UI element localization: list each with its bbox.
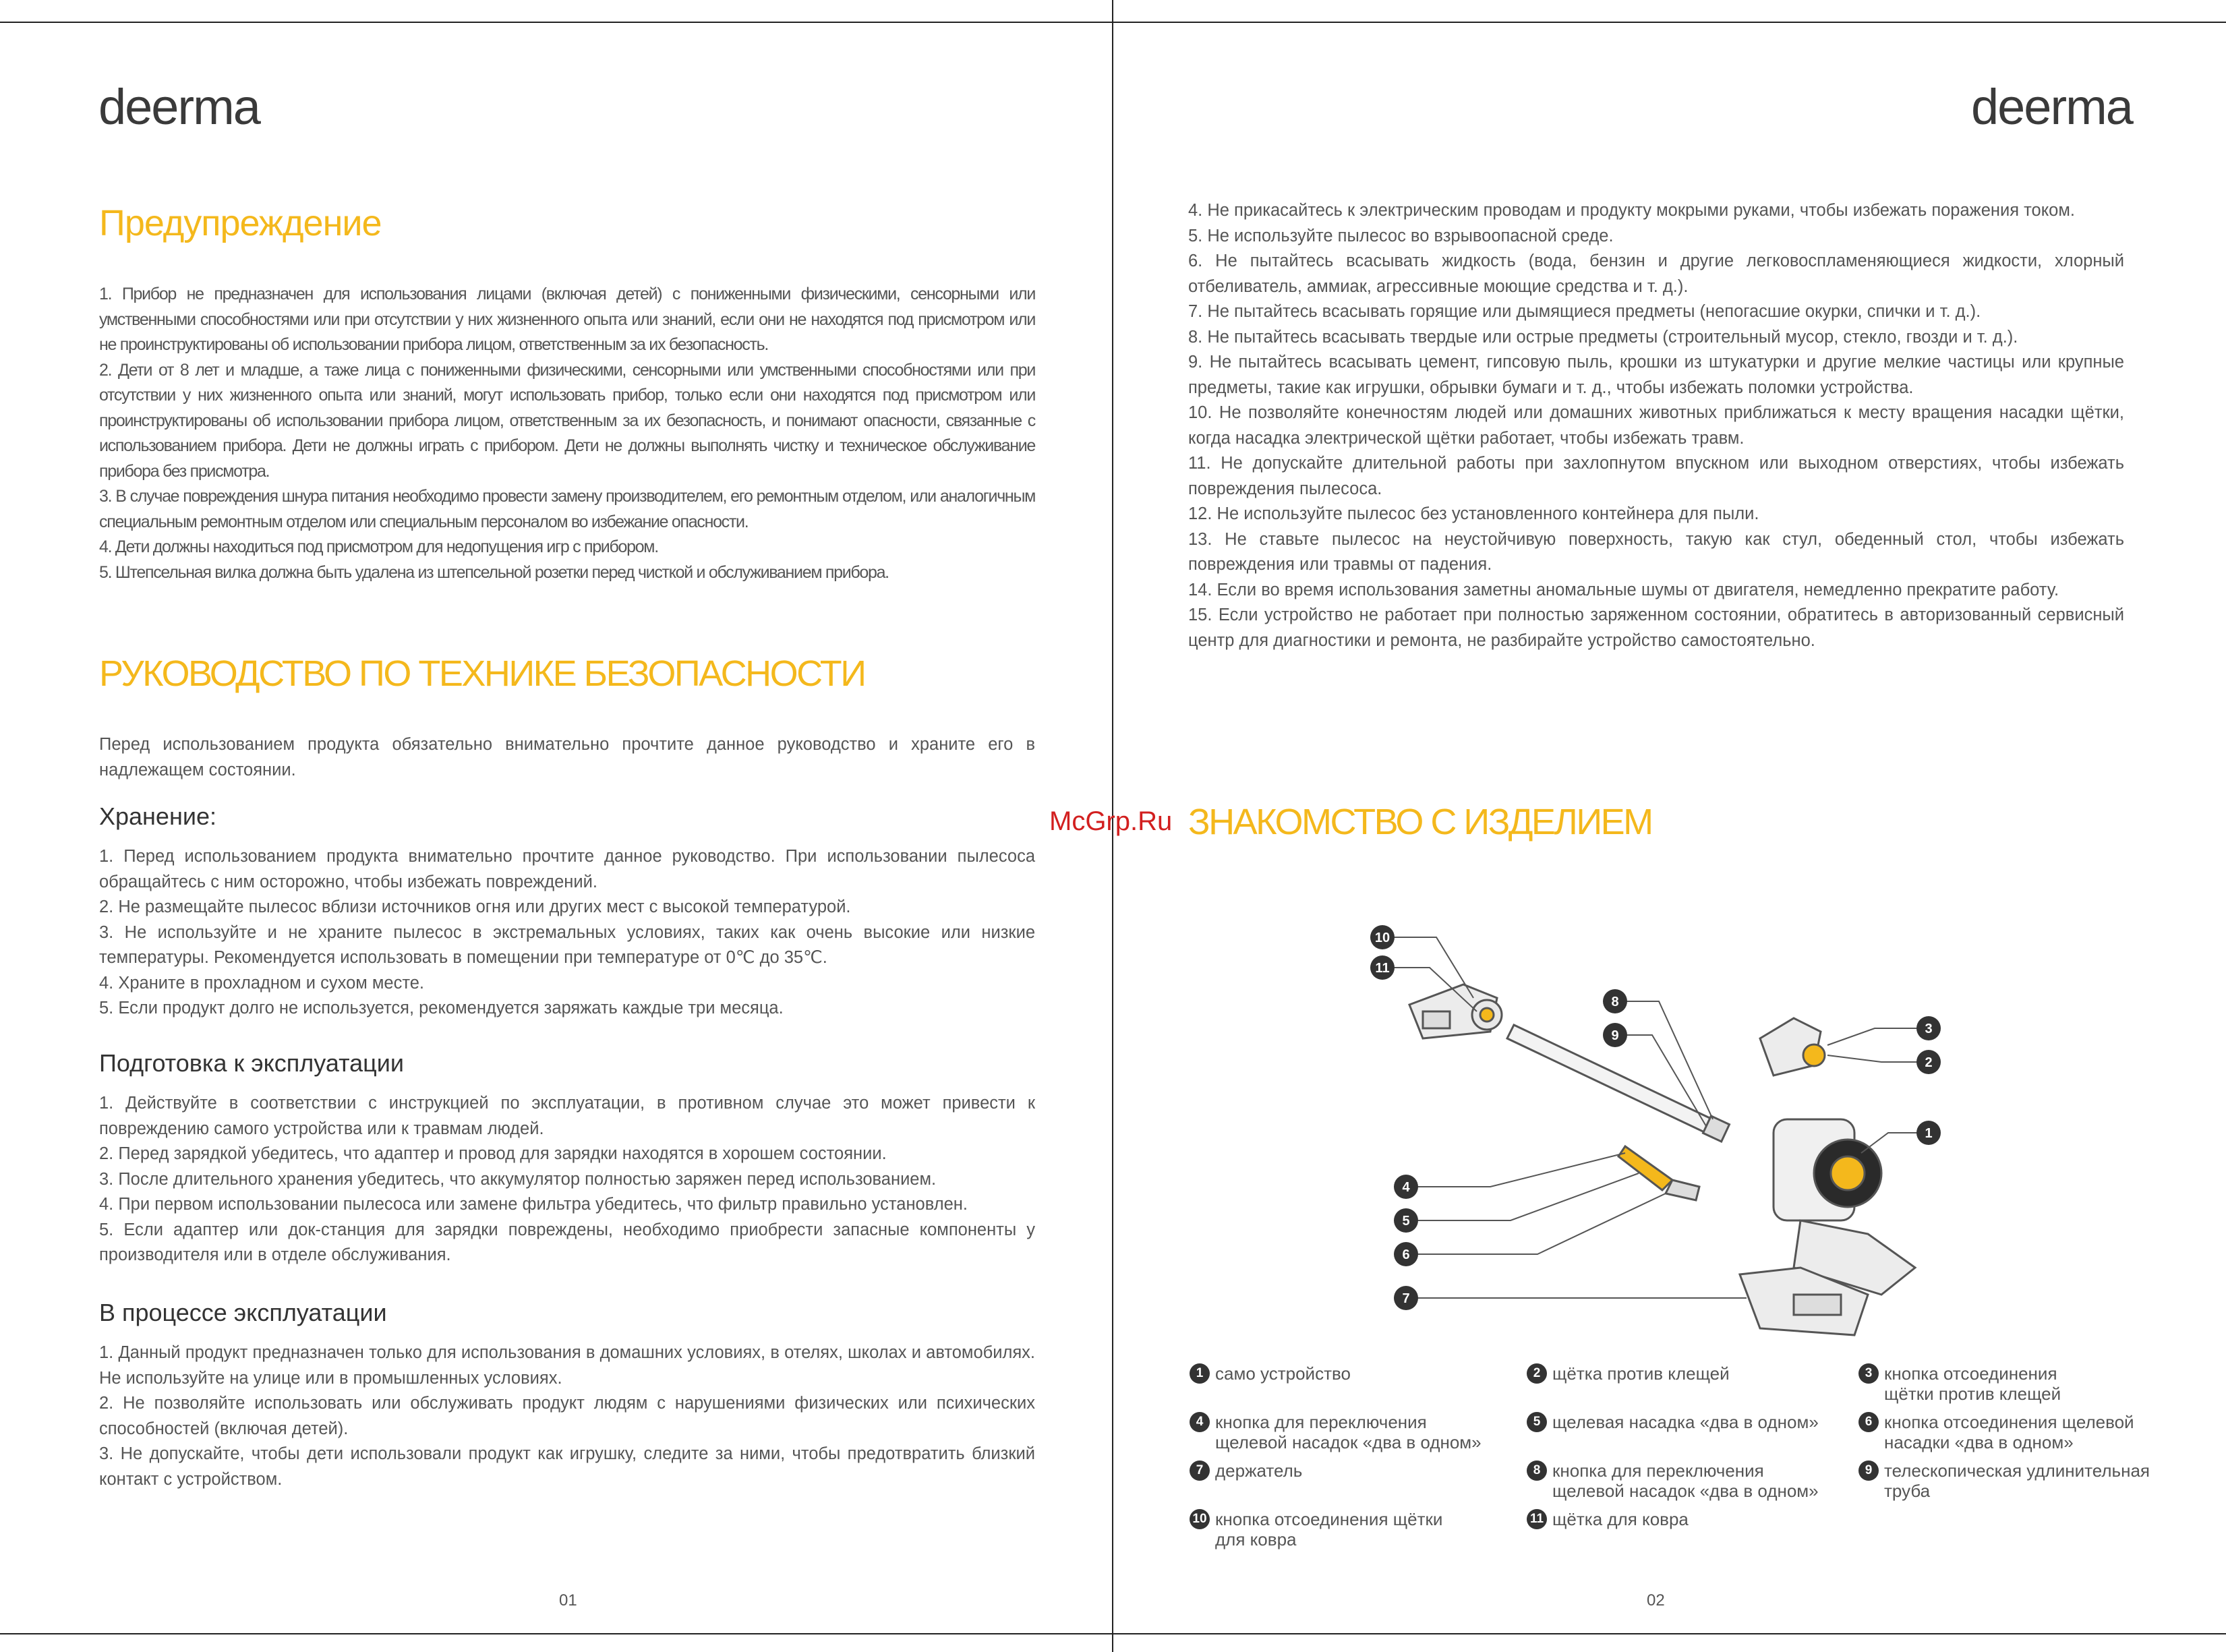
storage-item: 1. Перед использованием продукта внимательно прочтите данное руководство. При использовании пылесоса обращайтесь с ним осторожно, чтобы избежать повреждений. xyxy=(99,847,1035,891)
storage-item: 2. Не размещайте пылесос вблизи источников огня или других мест с высокой температурой. xyxy=(99,897,851,916)
preparation-item: 5. Если адаптер или док-станция для зарядки повреждены, необходимо приобрести запасные компоненты у производителя или в отделе обслуживания. xyxy=(99,1220,1035,1264)
svg-text:2: 2 xyxy=(1925,1055,1933,1070)
legend-label: держатель xyxy=(1215,1461,1303,1481)
storage-heading: Хранение: xyxy=(99,802,216,830)
legend-number-badge: 4 xyxy=(1190,1412,1210,1432)
safety-item: 10. Не позволяйте конечностям людей или домашних животных приближаться к месту вращения насадки щётки, когда насадка электрической щётки работает, чтобы избежать травм. xyxy=(1188,403,2124,448)
safety-guide-title: РУКОВОДСТВО ПО ТЕХНИКЕ БЕЗОПАСНОСТИ xyxy=(99,653,865,694)
svg-text:10: 10 xyxy=(1374,931,1390,945)
legend-label: кнопка отсоединения щётки против клещей xyxy=(1884,1363,2061,1404)
legend-label: кнопка отсоединения щётки для ковра xyxy=(1215,1509,1443,1550)
safety-item: 7. Не пытайтесь всасывать горящие или дымящиеся предметы (непогасшие окурки, спички и т. д.). xyxy=(1188,302,1981,321)
storage-item: 3. Не используйте и не храните пылесос в экстремальных условиях, таких как очень высокие или низкие температуры. Рекомендуется использовать в помещении при температуре от 0℃ до 35℃. xyxy=(99,922,1035,967)
storage-item: 5. Если продукт долго не используется, рекомендуется заряжать каждые три месяца. xyxy=(99,999,784,1017)
legend-label: кнопка для переключения щелевой насадок «два в одном» xyxy=(1552,1461,1819,1501)
legend-number-badge: 9 xyxy=(1858,1461,1879,1481)
legend-item xyxy=(1190,1509,1500,1550)
svg-text:6: 6 xyxy=(1402,1247,1410,1262)
in-use-heading: В процессе эксплуатации xyxy=(99,1299,387,1326)
safety-item: 6. Не пытайтесь всасывать жидкость (вода, бензин и другие легковоспламеняющиеся жидкости, хлорный отбеливатель, аммиак, агрессивные моющие средства и т. д.). xyxy=(1188,252,2124,296)
watermark-link[interactable]: McGrp.Ru xyxy=(1049,806,1173,836)
legend-number-badge: 8 xyxy=(1527,1461,1547,1481)
legend-label: щётка против клещей xyxy=(1552,1363,1730,1384)
legend-label: кнопка отсоединения щелевой насадки «два в одном» xyxy=(1884,1412,2134,1452)
legend-label: само устройство xyxy=(1215,1363,1351,1384)
svg-text:3: 3 xyxy=(1925,1022,1933,1036)
svg-text:5: 5 xyxy=(1402,1214,1410,1229)
legend-label: кнопка для переключения щелевой насадок «два в одном» xyxy=(1215,1412,1482,1452)
legend-label: телескопическая удлинительная труба xyxy=(1884,1461,2150,1501)
safety-item: 14. Если во время использования заметны аномальные шумы от двигателя, немедленно прекратите работу. xyxy=(1188,580,2059,599)
safety-intro xyxy=(99,732,1035,783)
product-intro-title: ЗНАКОМСТВО С ИЗДЕЛИЕМ xyxy=(1188,802,1652,842)
page-number-left: 01 xyxy=(559,1591,577,1610)
legend-number-badge: 7 xyxy=(1190,1461,1210,1481)
warning-item: 1. Прибор не предназначен для использования лицами (включая детей) с пониженными физическими, сенсорными или умственными способностями или при отсутствии у них жизненного опыта или знаний, если они не находятся под присмотром или не проинструктированы об использовании прибора лицом, ответственным за их безопасность. xyxy=(99,285,1035,354)
page-number-right: 02 xyxy=(1647,1591,1665,1610)
legend-item xyxy=(1858,1412,2169,1452)
safety-item: 11. Не допускайте длительной работы при захлопнутом впускном или выходном отверстиях, чтобы избежать повреждения пылесоса. xyxy=(1188,454,2124,498)
brand-logo-right: deerma xyxy=(1971,79,2132,135)
in-use-item: 2. Не позволяйте использовать или обслуживать продукт людям с нарушениями физических или психических способностей (включая детей). xyxy=(99,1394,1035,1438)
warning-item: 3. В случае повреждения шнура питания необходимо провести замену производителем, его ремонтным отделом, или аналогичным специальным ремонтным отделом или специальным персоналом во избежание опасности. xyxy=(99,487,1035,531)
in-use-section xyxy=(99,1340,1035,1492)
safety-item: 15. Если устройство не работает при полностью заряженном состоянии, обратитесь в авторизованный сервисный центр для диагностики и ремонта, не разбирайте устройство самостоятельно. xyxy=(1188,606,2124,650)
in-use-item: 3. Не допускайте, чтобы дети использовали продукт как игрушку, следите за ними, чтобы предотвратить близкий контакт с устройством. xyxy=(99,1444,1035,1489)
legend-item xyxy=(1190,1461,1500,1501)
legend-label: щётка для ковра xyxy=(1552,1509,1689,1529)
legend-number-badge: 2 xyxy=(1527,1363,1547,1384)
legend-number-badge: 5 xyxy=(1527,1412,1547,1432)
warning-item: 5. Штепсельная вилка должна быть удалена из штепсельной розетки перед чисткой и обслуживанием прибора. xyxy=(99,562,889,582)
svg-text:1: 1 xyxy=(1925,1126,1933,1141)
preparation-section xyxy=(99,1091,1035,1268)
legend-item xyxy=(1858,1363,2169,1404)
warning-item: 4. Дети должны находиться под присмотром для недопущения игр с прибором. xyxy=(99,537,658,556)
preparation-heading: Подготовка к эксплуатации xyxy=(99,1049,405,1077)
warning-section xyxy=(99,282,1035,585)
safety-intro-text: Перед использованием продукта обязательно внимательно прочтите данное руководство и храните его в надлежащем состоянии. xyxy=(99,735,1035,779)
storage-item: 4. Храните в прохладном и сухом месте. xyxy=(99,973,425,993)
legend-number-badge: 1 xyxy=(1190,1363,1210,1384)
crevice-tool-drawing xyxy=(1618,1146,1672,1190)
legend-item xyxy=(1527,1363,1837,1404)
legend-label: щелевая насадка «два в одном» xyxy=(1552,1412,1819,1432)
warning-item: 2. Дети от 8 лет и младше, а таже лица с пониженными физическими, сенсорными или умственными способностями или при отсутствии у них жизненного опыта или знаний, могут использовать прибор, только если они находятся под присмотром или проинструктированы об использовании прибора лицом, ответственным за их безопасность, и понимают опасности, связанные с использованием прибора. Дети не должны играть с прибором. Дети не должны выполнять чистку и техническое обслуживание прибора без присмотра. xyxy=(99,360,1035,481)
svg-text:8: 8 xyxy=(1611,995,1619,1009)
in-use-item: 1. Данный продукт предназначен только для использования в домашних условиях, в отелях, школах и автомобилях. Не используйте на улице или в промышленных условиях. xyxy=(99,1343,1035,1388)
legend-number-badge: 11 xyxy=(1527,1509,1547,1529)
preparation-item: 3. После длительного хранения убедитесь, что аккумулятор полностью заряжен перед использованием. xyxy=(99,1169,937,1189)
vacuum-exploded-diagram xyxy=(1355,917,2192,1349)
safety-item: 13. Не ставьте пылесос на неустойчивую поверхность, такую как стул, обеденный стол, чтобы избежать повреждения или травмы от падения. xyxy=(1188,529,2124,574)
svg-text:11: 11 xyxy=(1375,961,1390,976)
safety-item: 8. Не пытайтесь всасывать твердые или острые предметы (строительный мусор, стекло, гвозди и т. д.). xyxy=(1188,327,2018,347)
safety-continued-section xyxy=(1188,198,2124,653)
brand-logo-left: deerma xyxy=(98,79,260,135)
legend-item xyxy=(1190,1363,1500,1404)
svg-text:9: 9 xyxy=(1611,1028,1619,1043)
legend-item xyxy=(1527,1509,1837,1550)
preparation-item: 4. При первом использовании пылесоса или замене фильтра убедитесь, что фильтр правильно установлен. xyxy=(99,1195,968,1214)
preparation-item: 2. Перед зарядкой убедитесь, что адаптер и провод для зарядки находятся в хорошем состоянии. xyxy=(99,1144,887,1163)
legend-number-badge: 10 xyxy=(1190,1509,1210,1529)
safety-item: 12. Не используйте пылесос без установленного контейнера для пыли. xyxy=(1188,504,1759,523)
legend-item xyxy=(1527,1412,1837,1452)
legend-item xyxy=(1527,1461,1837,1501)
page-right xyxy=(1113,0,2226,1652)
legend-item xyxy=(1858,1461,2182,1501)
safety-item: 5. Не используйте пылесос во взрывоопасной среде. xyxy=(1188,226,1614,245)
safety-item: 9. Не пытайтесь всасывать цемент, гипсовую пыль, крошки из штукатурки и другие мелкие частицы или крупные предметы, такие как игрушки, обрывки бумаги и т. д., чтобы избежать поломки устройства. xyxy=(1188,353,2124,397)
safety-item: 4. Не прикасайтесь к электрическим проводам и продукту мокрыми руками, чтобы избежать поражения током. xyxy=(1188,201,2075,220)
svg-text:4: 4 xyxy=(1402,1180,1410,1195)
warning-title: Предупреждение xyxy=(99,203,382,243)
legend-item xyxy=(1190,1412,1500,1452)
preparation-item: 1. Действуйте в соответствии с инструкцией по эксплуатации, в противном случае это может привести к повреждению самого устройства или к травмам людей. xyxy=(99,1094,1035,1138)
legend-number-badge: 3 xyxy=(1858,1363,1879,1384)
legend-number-badge: 6 xyxy=(1858,1412,1879,1432)
storage-section xyxy=(99,844,1035,1022)
svg-text:7: 7 xyxy=(1402,1291,1410,1306)
